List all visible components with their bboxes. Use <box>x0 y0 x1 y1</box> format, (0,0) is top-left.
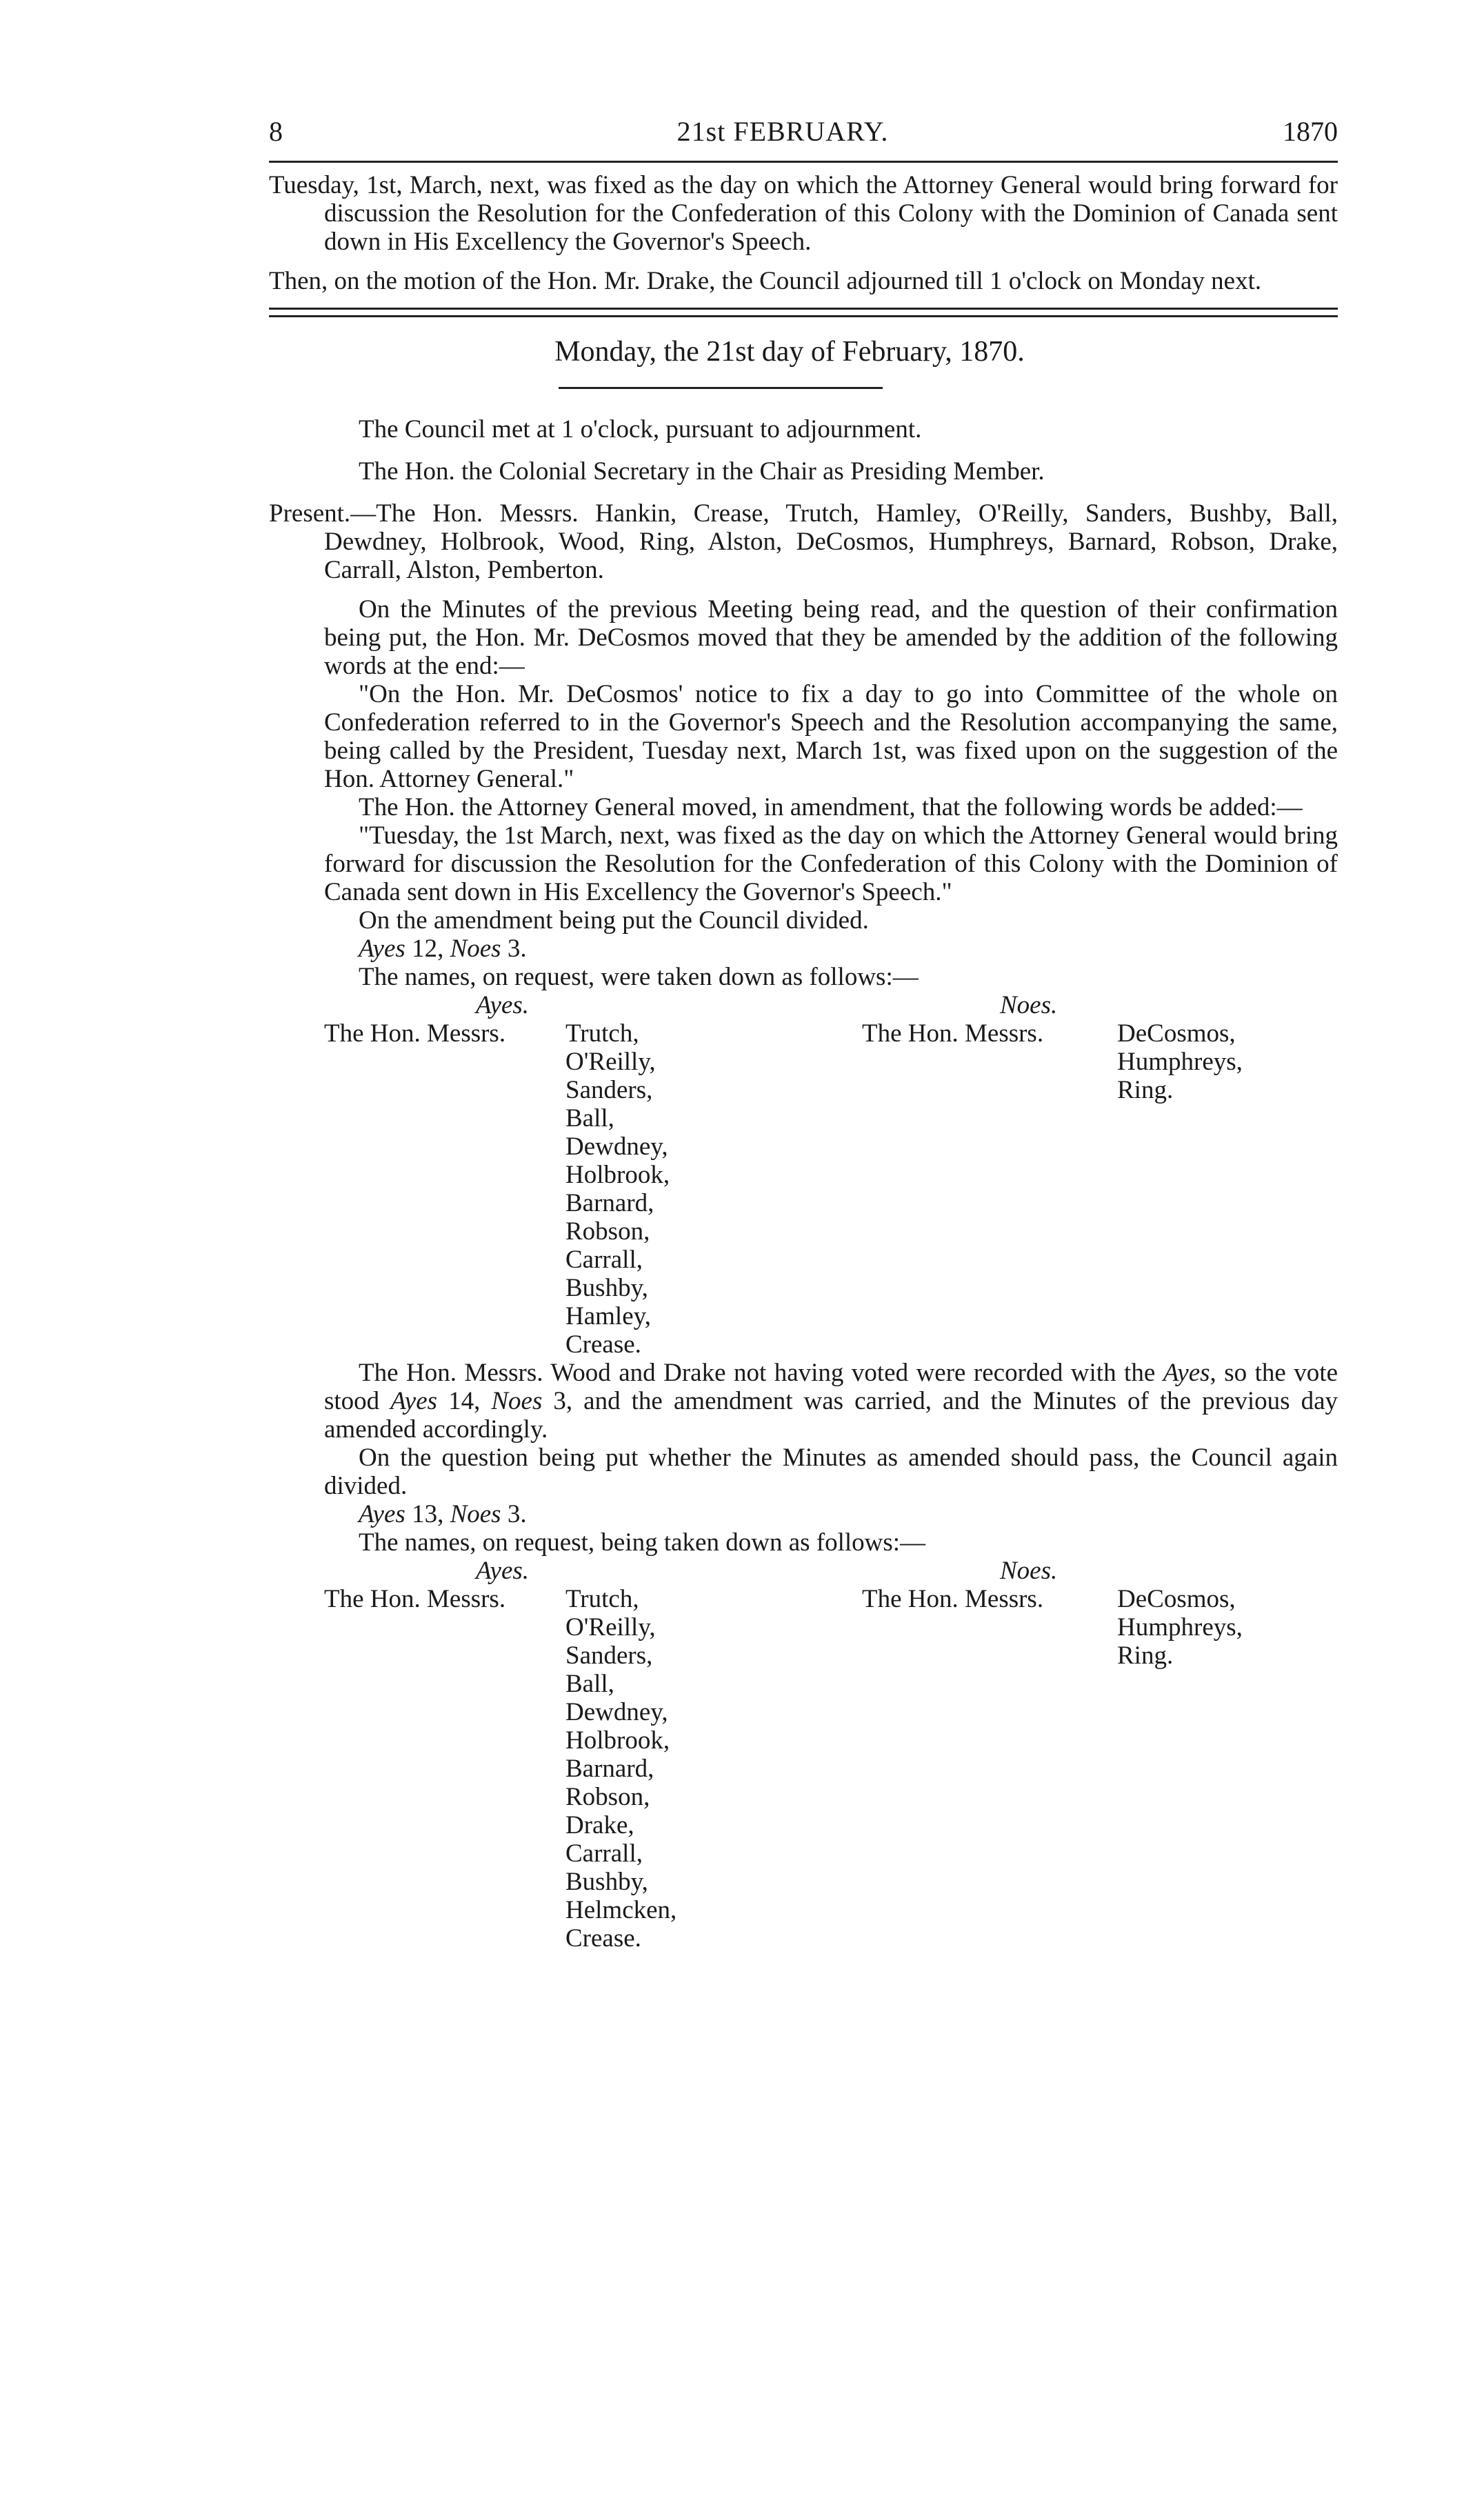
aye-name: Carrall, <box>565 1246 643 1274</box>
minutes-intro: On the Minutes of the previous Meeting being read, and the question of their confirmation being put, the Hon. Mr. DeCosmos moved that they be amended by the addition of the following words at the end:— <box>324 595 1338 680</box>
aye-name: Helmcken, <box>565 1896 677 1924</box>
section-double-rule <box>269 308 1338 317</box>
quote-attorney-general: "Tuesday, the 1st March, next, was fixed as the day on which the Attorney General would bring forward for discussion the Resolution for the Confederation of this Colony with the Dominion of Canada sent down in His Excellency the Governor's Speech." <box>324 821 1338 906</box>
vote-head-second: Ayes. Noes. <box>476 1557 1058 1585</box>
vote-table-first <box>324 1019 1338 1359</box>
date-rule <box>559 387 883 389</box>
noes-list <box>1117 1019 1243 1359</box>
divided-line: On the amendment being put the Council divided. <box>359 906 869 935</box>
tally-first: Ayes 12, Noes 3. <box>359 935 527 963</box>
page-year: 1870 <box>1282 116 1338 147</box>
noe-name: Ring. <box>1117 1076 1174 1104</box>
ayes-list <box>565 1019 670 1359</box>
aye-name: Ball, <box>565 1104 614 1132</box>
header-rule <box>269 161 1338 163</box>
aye-name: Sanders, <box>565 1641 653 1670</box>
aye-name: Dewdney, <box>565 1132 668 1161</box>
tally-second: Ayes 13, Noes 3. <box>359 1500 527 1528</box>
noes-lead: The Hon. Messrs. <box>862 1585 1044 1613</box>
aye-name: Ball, <box>565 1670 614 1698</box>
noe-name: DeCosmos, <box>1117 1019 1236 1048</box>
meeting-date: Monday, the 21st day of February, 1870. <box>554 336 1025 368</box>
aye-name: O'Reilly, <box>565 1048 656 1076</box>
quote-decosmos: "On the Hon. Mr. DeCosmos' notice to fix a day to go into Committee of the whole on Confederation referred to in the Governor's Speech and the Resolution accompanying the same, being called by the President, Tuesday next, March 1st, was fixed upon on the suggestion of the Hon. Attorney General." <box>324 680 1338 793</box>
noes-lead: The Hon. Messrs. <box>862 1019 1044 1048</box>
aye-name: Trutch, <box>565 1019 639 1048</box>
question-second: On the question being put whether the Minutes as amended should pass, the Council again divided. <box>324 1444 1338 1500</box>
aye-name: Crease. <box>565 1924 641 1953</box>
noes-list <box>1117 1585 1243 1953</box>
vote-table-second <box>324 1585 1338 1953</box>
amendment-intro: The Hon. the Attorney General moved, in amendment, that the following words be added:— <box>359 793 1303 821</box>
aye-name: Robson, <box>565 1217 650 1246</box>
names-intro-first: The names, on request, were taken down as follows:— <box>359 963 919 991</box>
aye-name: Crease. <box>565 1330 641 1359</box>
aye-name: Barnard, <box>565 1755 654 1783</box>
aye-name: Bushby, <box>565 1868 648 1896</box>
ayes-list <box>565 1585 676 1953</box>
previous-paragraph: Tuesday, 1st, March, next, was fixed as the day on which the Attorney General would bring forward for discussion the Resolution for the Confederation of this Colony with the Dominion of Canada sent down in His Excellency the Governor's Speech. <box>269 171 1338 256</box>
aye-name: Holbrook, <box>565 1161 670 1189</box>
aye-name: Sanders, <box>565 1076 653 1104</box>
present-list: Present.—The Hon. Messrs. Hankin, Crease, Trutch, Hamley, O'Reilly, Sanders, Bushby, Ball, Dewdney, Holbrook, Wood, Ring, Alston, DeCosmos, Humphreys, Barnard, Robson, Drake, Carrall, Alston, Pemberton. <box>269 499 1338 584</box>
ayes-lead: The Hon. Messrs. <box>324 1585 506 1613</box>
noe-name: Humphreys, <box>1117 1048 1243 1076</box>
aye-name: Hamley, <box>565 1302 651 1330</box>
ayes-lead: The Hon. Messrs. <box>324 1019 506 1048</box>
noe-name: Humphreys, <box>1117 1613 1243 1641</box>
aye-name: Barnard, <box>565 1189 654 1217</box>
vote-head-first: Ayes. Noes. <box>476 991 1058 1019</box>
document-page <box>269 117 1338 1953</box>
aye-name: O'Reilly, <box>565 1613 656 1641</box>
chair-line: The Hon. the Colonial Secretary in the Chair as Presiding Member. <box>359 457 1045 486</box>
aye-name: Carrall, <box>565 1839 643 1868</box>
aye-name: Robson, <box>565 1783 650 1811</box>
page-number: 8 <box>269 116 283 147</box>
adjournment-paragraph: Then, on the motion of the Hon. Mr. Drake, the Council adjourned till 1 o'clock on Monday next. <box>269 267 1262 295</box>
aye-name: Bushby, <box>565 1274 648 1302</box>
council-met: The Council met at 1 o'clock, pursuant to adjournment. <box>359 415 922 443</box>
aye-name: Trutch, <box>565 1585 639 1613</box>
result-first: The Hon. Messrs. Wood and Drake not having voted were recorded with the Ayes, so the vote stood Ayes 14, Noes 3, and the amendment was carried, and the Minutes of the previous day amended accordingly. <box>324 1359 1338 1444</box>
names-intro-second: The names, on request, being taken down as follows:— <box>359 1528 926 1557</box>
noe-name: Ring. <box>1117 1641 1174 1670</box>
page-header <box>269 117 1338 146</box>
noe-name: DeCosmos, <box>1117 1585 1236 1613</box>
aye-name: Dewdney, <box>565 1698 668 1726</box>
aye-name: Drake, <box>565 1811 634 1839</box>
minutes-section <box>269 595 1338 1953</box>
page-title: 21st FEBRUARY. <box>676 116 889 147</box>
aye-name: Holbrook, <box>565 1726 670 1755</box>
